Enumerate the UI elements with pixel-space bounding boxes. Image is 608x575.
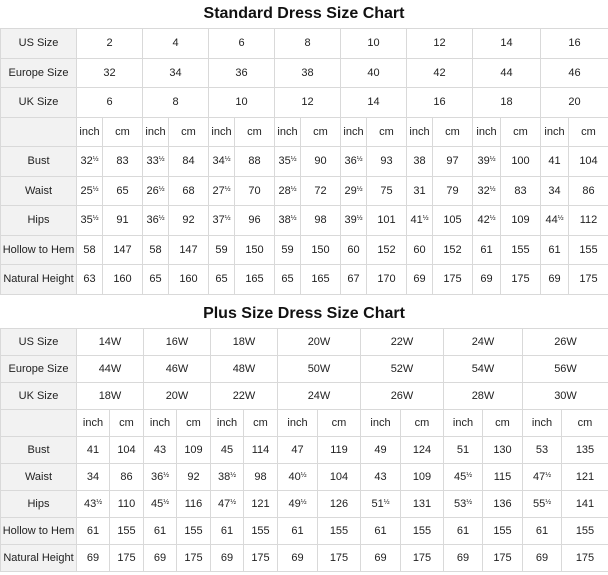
inch-value-cell: 43 <box>361 463 401 490</box>
unit-cm-header: cm <box>244 409 278 436</box>
inch-value-cell: $39^{\frac{1}{2}}$ <box>341 206 367 236</box>
inch-value-cell: 69 <box>278 544 318 571</box>
inch-value-cell: 41 <box>77 436 110 463</box>
unit-inch-header: inch <box>77 409 110 436</box>
cm-value-cell: 152 <box>367 235 407 265</box>
unit-cm-header: cm <box>169 117 209 147</box>
inch-value-cell: 69 <box>144 544 177 571</box>
blank-cell <box>1 409 77 436</box>
size-cell: 8 <box>143 88 209 118</box>
unit-cm-header: cm <box>562 409 608 436</box>
half-fraction: ½ <box>290 156 297 164</box>
inch-value-cell: 34 <box>541 176 569 206</box>
cm-value-cell: 104 <box>110 436 144 463</box>
cm-value-cell: 152 <box>433 235 473 265</box>
inch-value-cell: 61 <box>473 235 501 265</box>
unit-cm-header: cm <box>501 117 541 147</box>
inch-value-cell: 65 <box>143 265 169 295</box>
half-fraction: ½ <box>422 215 429 223</box>
cm-value-cell: 96 <box>235 206 275 236</box>
cm-value-cell: 147 <box>103 235 143 265</box>
size-cell: 16 <box>407 88 473 118</box>
inch-value-cell: $38^{\frac{1}{2}}$ <box>275 206 301 236</box>
cm-value-cell: 175 <box>244 544 278 571</box>
row-label: Europe Size <box>1 58 77 88</box>
cm-value-cell: 88 <box>235 147 275 177</box>
cm-value-cell: 100 <box>501 147 541 177</box>
unit-cm-header: cm <box>433 117 473 147</box>
cm-value-cell: 155 <box>562 517 608 544</box>
half-fraction: ½ <box>356 185 363 193</box>
plus-row-bust <box>1 436 608 463</box>
unit-inch-header: inch <box>211 409 244 436</box>
size-cell: 18W <box>77 382 144 409</box>
size-cell: 10 <box>341 29 407 59</box>
inch-value-cell: $43^{\frac{1}{2}}$ <box>77 490 110 517</box>
inch-value-cell: $41^{\frac{1}{2}}$ <box>407 206 433 236</box>
size-cell: 10 <box>209 88 275 118</box>
unit-cm-header: cm <box>401 409 444 436</box>
cm-value-cell: 75 <box>367 176 407 206</box>
half-fraction: ½ <box>230 498 237 506</box>
inch-value-cell: 69 <box>77 544 110 571</box>
size-cell: 16W <box>144 328 211 355</box>
cm-value-cell: 93 <box>367 147 407 177</box>
cm-value-cell: 109 <box>501 206 541 236</box>
inch-value-cell: 61 <box>144 517 177 544</box>
row-label: Natural Height <box>1 544 77 571</box>
inch-value-cell: 47 <box>278 436 318 463</box>
cm-value-cell: 160 <box>169 265 209 295</box>
cm-value-cell: 175 <box>562 544 608 571</box>
plus-row-us-size <box>1 328 608 355</box>
cm-value-cell: 91 <box>103 206 143 236</box>
inch-value-cell: $36^{\frac{1}{2}}$ <box>144 463 177 490</box>
size-cell: 14 <box>341 88 407 118</box>
cm-value-cell: 112 <box>569 206 608 236</box>
inch-value-cell: 31 <box>407 176 433 206</box>
size-cell: 28W <box>444 382 523 409</box>
inch-value-cell: $49^{\frac{1}{2}}$ <box>278 490 318 517</box>
row-label: Bust <box>1 147 77 177</box>
cm-value-cell: 121 <box>244 490 278 517</box>
cm-value-cell: 92 <box>177 463 211 490</box>
plus-row-hips <box>1 490 608 517</box>
cm-value-cell: 155 <box>401 517 444 544</box>
row-label: Hips <box>1 206 77 236</box>
cm-value-cell: 126 <box>318 490 361 517</box>
inch-value-cell: 69 <box>211 544 244 571</box>
cm-value-cell: 165 <box>235 265 275 295</box>
inch-value-cell: 69 <box>541 265 569 295</box>
size-cell: 2 <box>77 29 143 59</box>
half-fraction: ½ <box>224 185 231 193</box>
inch-value-cell: 41 <box>541 147 569 177</box>
inch-value-cell: $45^{\frac{1}{2}}$ <box>144 490 177 517</box>
inch-value-cell: $39^{\frac{1}{2}}$ <box>473 147 501 177</box>
cm-value-cell: 114 <box>244 436 278 463</box>
cm-value-cell: 86 <box>569 176 608 206</box>
plus-row-hollow-to-hem <box>1 517 608 544</box>
inch-value-cell: 43 <box>144 436 177 463</box>
cm-value-cell: 121 <box>562 463 608 490</box>
cm-value-cell: 86 <box>110 463 144 490</box>
cm-value-cell: 160 <box>103 265 143 295</box>
cm-value-cell: 101 <box>367 206 407 236</box>
plus-chart-title: Plus Size Dress Size Chart <box>203 304 405 322</box>
inch-value-cell: 59 <box>275 235 301 265</box>
row-label: US Size <box>1 328 77 355</box>
cm-value-cell: 110 <box>110 490 144 517</box>
cm-value-cell: 155 <box>501 235 541 265</box>
half-fraction: ½ <box>290 215 297 223</box>
size-cell: 46 <box>541 58 608 88</box>
standard-row-hollow-to-hem <box>1 235 608 265</box>
size-cell: 14 <box>473 29 541 59</box>
size-cell: 4 <box>143 29 209 59</box>
size-cell: 18 <box>473 88 541 118</box>
half-fraction: ½ <box>158 156 165 164</box>
cm-value-cell: 141 <box>562 490 608 517</box>
standard-row-europe-size <box>1 58 608 88</box>
unit-inch-header: inch <box>278 409 318 436</box>
inch-value-cell: 69 <box>523 544 562 571</box>
half-fraction: ½ <box>383 498 390 506</box>
standard-row-bust <box>1 147 608 177</box>
cm-value-cell: 98 <box>244 463 278 490</box>
cm-value-cell: 109 <box>401 463 444 490</box>
half-fraction: ½ <box>158 215 165 223</box>
unit-cm-header: cm <box>177 409 211 436</box>
half-fraction: ½ <box>96 498 103 506</box>
half-fraction: ½ <box>224 215 231 223</box>
half-fraction: ½ <box>545 471 552 479</box>
cm-value-cell: 90 <box>301 147 341 177</box>
inch-value-cell: $32^{\frac{1}{2}}$ <box>473 176 501 206</box>
half-fraction: ½ <box>290 185 297 193</box>
cm-value-cell: 175 <box>177 544 211 571</box>
unit-inch-header: inch <box>473 117 501 147</box>
half-fraction: ½ <box>300 471 307 479</box>
cm-value-cell: 170 <box>367 265 407 295</box>
inch-value-cell: 61 <box>361 517 401 544</box>
row-label: Hollow to Hem <box>1 235 77 265</box>
row-label: UK Size <box>1 382 77 409</box>
cm-value-cell: 83 <box>103 147 143 177</box>
inch-value-cell: $28^{\frac{1}{2}}$ <box>275 176 301 206</box>
size-cell: 40 <box>341 58 407 88</box>
unit-inch-header: inch <box>209 117 235 147</box>
inch-value-cell: 58 <box>77 235 103 265</box>
cm-value-cell: 155 <box>483 517 523 544</box>
inch-value-cell: $40^{\frac{1}{2}}$ <box>278 463 318 490</box>
unit-inch-header: inch <box>275 117 301 147</box>
size-cell: 14W <box>77 328 144 355</box>
inch-value-cell: $32^{\frac{1}{2}}$ <box>77 147 103 177</box>
inch-value-cell: $55^{\frac{1}{2}}$ <box>523 490 562 517</box>
standard-row-natural-height <box>1 265 608 295</box>
cm-value-cell: 130 <box>483 436 523 463</box>
cm-value-cell: 115 <box>483 463 523 490</box>
size-cell: 36 <box>209 58 275 88</box>
size-cell: 16 <box>541 29 608 59</box>
inch-value-cell: 34 <box>77 463 110 490</box>
unit-cm-header: cm <box>569 117 608 147</box>
size-cell: 6 <box>209 29 275 59</box>
standard-chart-title: Standard Dress Size Chart <box>203 5 405 22</box>
cm-value-cell: 150 <box>235 235 275 265</box>
size-cell: 44 <box>473 58 541 88</box>
inch-value-cell: 61 <box>541 235 569 265</box>
size-cell: 46W <box>144 355 211 382</box>
cm-value-cell: 136 <box>483 490 523 517</box>
half-fraction: ½ <box>356 215 363 223</box>
cm-value-cell: 155 <box>244 517 278 544</box>
plus-row-units <box>1 409 608 436</box>
inch-value-cell: 49 <box>361 436 401 463</box>
inch-value-cell: $34^{\frac{1}{2}}$ <box>209 147 235 177</box>
half-fraction: ½ <box>163 498 170 506</box>
cm-value-cell: 97 <box>433 147 473 177</box>
size-cell: 26W <box>523 328 608 355</box>
size-cell: 34 <box>143 58 209 88</box>
inch-value-cell: $47^{\frac{1}{2}}$ <box>211 490 244 517</box>
inch-value-cell: 60 <box>407 235 433 265</box>
inch-value-cell: $36^{\frac{1}{2}}$ <box>143 206 169 236</box>
blank-cell <box>1 117 77 147</box>
inch-value-cell: $44^{\frac{1}{2}}$ <box>541 206 569 236</box>
unit-cm-header: cm <box>367 117 407 147</box>
inch-value-cell: $35^{\frac{1}{2}}$ <box>275 147 301 177</box>
row-label: Natural Height <box>1 265 77 295</box>
size-cell: 44W <box>77 355 144 382</box>
half-fraction: ½ <box>489 215 496 223</box>
row-label: US Size <box>1 29 77 59</box>
cm-value-cell: 124 <box>401 436 444 463</box>
inch-value-cell: $38^{\frac{1}{2}}$ <box>211 463 244 490</box>
half-fraction: ½ <box>224 156 231 164</box>
cm-value-cell: 155 <box>569 235 608 265</box>
cm-value-cell: 155 <box>318 517 361 544</box>
size-cell: 24W <box>278 382 361 409</box>
size-cell: 18W <box>211 328 278 355</box>
standard-row-units <box>1 117 608 147</box>
inch-value-cell: 61 <box>444 517 483 544</box>
cm-value-cell: 175 <box>401 544 444 571</box>
inch-value-cell: 61 <box>523 517 562 544</box>
inch-value-cell: $53^{\frac{1}{2}}$ <box>444 490 483 517</box>
cm-value-cell: 135 <box>562 436 608 463</box>
half-fraction: ½ <box>466 471 473 479</box>
inch-value-cell: 63 <box>77 265 103 295</box>
half-fraction: ½ <box>557 215 564 223</box>
inch-value-cell: 67 <box>341 265 367 295</box>
row-label: Waist <box>1 463 77 490</box>
size-cell: 50W <box>278 355 361 382</box>
unit-inch-header: inch <box>541 117 569 147</box>
cm-value-cell: 155 <box>110 517 144 544</box>
cm-value-cell: 131 <box>401 490 444 517</box>
inch-value-cell: $35^{\frac{1}{2}}$ <box>77 206 103 236</box>
size-cell: 8 <box>275 29 341 59</box>
row-label: UK Size <box>1 88 77 118</box>
inch-value-cell: 53 <box>523 436 562 463</box>
inch-value-cell: $33^{\frac{1}{2}}$ <box>143 147 169 177</box>
cm-value-cell: 116 <box>177 490 211 517</box>
plus-row-waist <box>1 463 608 490</box>
size-cell: 12 <box>407 29 473 59</box>
half-fraction: ½ <box>489 156 496 164</box>
inch-value-cell: $47^{\frac{1}{2}}$ <box>523 463 562 490</box>
cm-value-cell: 68 <box>169 176 209 206</box>
cm-value-cell: 79 <box>433 176 473 206</box>
unit-inch-header: inch <box>77 117 103 147</box>
unit-inch-header: inch <box>523 409 562 436</box>
unit-cm-header: cm <box>301 117 341 147</box>
half-fraction: ½ <box>300 498 307 506</box>
standard-row-us-size <box>1 29 608 59</box>
inch-value-cell: 69 <box>473 265 501 295</box>
cm-value-cell: 175 <box>501 265 541 295</box>
unit-cm-header: cm <box>483 409 523 436</box>
size-cell: 20W <box>278 328 361 355</box>
cm-value-cell: 175 <box>318 544 361 571</box>
inch-value-cell: $42^{\frac{1}{2}}$ <box>473 206 501 236</box>
size-cell: 12 <box>275 88 341 118</box>
cm-value-cell: 65 <box>103 176 143 206</box>
inch-value-cell: $27^{\frac{1}{2}}$ <box>209 176 235 206</box>
half-fraction: ½ <box>545 498 552 506</box>
size-cell: 38 <box>275 58 341 88</box>
inch-value-cell: $25^{\frac{1}{2}}$ <box>77 176 103 206</box>
inch-value-cell: $29^{\frac{1}{2}}$ <box>341 176 367 206</box>
size-cell: 32 <box>77 58 143 88</box>
unit-inch-header: inch <box>144 409 177 436</box>
inch-value-cell: 61 <box>77 517 110 544</box>
half-fraction: ½ <box>158 185 165 193</box>
cm-value-cell: 72 <box>301 176 341 206</box>
inch-value-cell: $26^{\frac{1}{2}}$ <box>143 176 169 206</box>
half-fraction: ½ <box>92 156 99 164</box>
unit-inch-header: inch <box>341 117 367 147</box>
inch-value-cell: 69 <box>361 544 401 571</box>
row-label: Hollow to Hem <box>1 517 77 544</box>
standard-row-hips <box>1 206 608 236</box>
row-label: Waist <box>1 176 77 206</box>
size-cell: 26W <box>361 382 444 409</box>
size-cell: 54W <box>444 355 523 382</box>
half-fraction: ½ <box>230 471 237 479</box>
size-cell: 24W <box>444 328 523 355</box>
size-cell: 42 <box>407 58 473 88</box>
row-label: Bust <box>1 436 77 463</box>
cm-value-cell: 105 <box>433 206 473 236</box>
half-fraction: ½ <box>92 215 99 223</box>
unit-inch-header: inch <box>143 117 169 147</box>
inch-value-cell: 59 <box>209 235 235 265</box>
inch-value-cell: $51^{\frac{1}{2}}$ <box>361 490 401 517</box>
inch-value-cell: 69 <box>407 265 433 295</box>
inch-value-cell: $37^{\frac{1}{2}}$ <box>209 206 235 236</box>
cm-value-cell: 104 <box>318 463 361 490</box>
size-cell: 52W <box>361 355 444 382</box>
size-cell: 22W <box>361 328 444 355</box>
half-fraction: ½ <box>92 185 99 193</box>
cm-value-cell: 175 <box>433 265 473 295</box>
inch-value-cell: $45^{\frac{1}{2}}$ <box>444 463 483 490</box>
cm-value-cell: 175 <box>110 544 144 571</box>
cm-value-cell: 175 <box>569 265 608 295</box>
cm-value-cell: 104 <box>569 147 608 177</box>
size-cell: 30W <box>523 382 608 409</box>
size-cell: 20 <box>541 88 608 118</box>
inch-value-cell: 58 <box>143 235 169 265</box>
cm-value-cell: 147 <box>169 235 209 265</box>
size-cell: 22W <box>211 382 278 409</box>
plus-row-uk-size <box>1 382 608 409</box>
half-fraction: ½ <box>163 471 170 479</box>
size-cell: 56W <box>523 355 608 382</box>
inch-value-cell: 65 <box>275 265 301 295</box>
inch-value-cell: 45 <box>211 436 244 463</box>
plus-row-natural-height <box>1 544 608 571</box>
unit-cm-header: cm <box>103 117 143 147</box>
inch-value-cell: 61 <box>278 517 318 544</box>
plus-row-europe-size <box>1 355 608 382</box>
inch-value-cell: $36^{\frac{1}{2}}$ <box>341 147 367 177</box>
inch-value-cell: 60 <box>341 235 367 265</box>
cm-value-cell: 150 <box>301 235 341 265</box>
unit-cm-header: cm <box>110 409 144 436</box>
cm-value-cell: 155 <box>177 517 211 544</box>
cm-value-cell: 98 <box>301 206 341 236</box>
half-fraction: ½ <box>356 156 363 164</box>
half-fraction: ½ <box>489 185 496 193</box>
inch-value-cell: 61 <box>211 517 244 544</box>
plus-size-table <box>0 328 608 572</box>
unit-cm-header: cm <box>318 409 361 436</box>
unit-inch-header: inch <box>407 117 433 147</box>
cm-value-cell: 175 <box>483 544 523 571</box>
inch-value-cell: 51 <box>444 436 483 463</box>
cm-value-cell: 165 <box>301 265 341 295</box>
plus-size-chart <box>0 300 608 572</box>
size-cell: 48W <box>211 355 278 382</box>
cm-value-cell: 109 <box>177 436 211 463</box>
cm-value-cell: 83 <box>501 176 541 206</box>
standard-row-uk-size <box>1 88 608 118</box>
row-label: Hips <box>1 490 77 517</box>
inch-value-cell: 65 <box>209 265 235 295</box>
standard-size-table <box>0 28 608 295</box>
size-cell: 6 <box>77 88 143 118</box>
size-cell: 20W <box>144 382 211 409</box>
half-fraction: ½ <box>466 498 473 506</box>
unit-cm-header: cm <box>235 117 275 147</box>
cm-value-cell: 84 <box>169 147 209 177</box>
unit-inch-header: inch <box>361 409 401 436</box>
standard-row-waist <box>1 176 608 206</box>
row-label: Europe Size <box>1 355 77 382</box>
unit-inch-header: inch <box>444 409 483 436</box>
inch-value-cell: 69 <box>444 544 483 571</box>
inch-value-cell: 38 <box>407 147 433 177</box>
cm-value-cell: 119 <box>318 436 361 463</box>
cm-value-cell: 70 <box>235 176 275 206</box>
cm-value-cell: 92 <box>169 206 209 236</box>
